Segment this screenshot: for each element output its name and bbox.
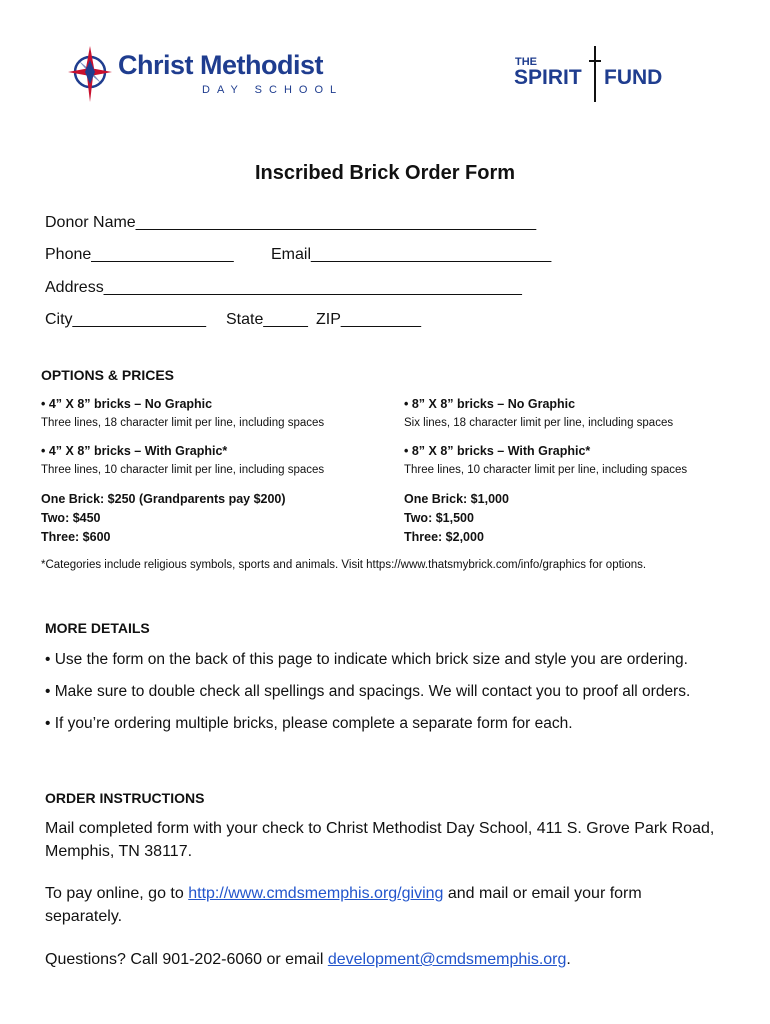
fund-fund-text: FUND [604, 66, 663, 89]
donor-name-field[interactable]: Donor Name_____________________________________________ [45, 214, 537, 231]
address-field[interactable]: Address_______________________________________________ [45, 279, 522, 296]
online-pay-suffix: and mail or email your form [443, 885, 642, 902]
detail-item: • Use the form on the back of this page to indicate which brick size and style you are ordering. [45, 651, 688, 668]
option-title: • 4” X 8” bricks – With Graphic* [41, 444, 228, 458]
price-line: One Brick: $250 (Grandparents pay $200) [41, 492, 286, 506]
mail-instructions-line1: Mail completed form with your check to Christ Methodist Day School, 411 S. Grove Park Road, [45, 820, 715, 837]
price-line: Three: $2,000 [404, 530, 484, 544]
email-field[interactable]: Email___________________________ [271, 246, 552, 263]
christ-methodist-logo [68, 44, 344, 106]
questions-suffix: . [566, 951, 571, 968]
instructions-heading: ORDER INSTRUCTIONS [45, 790, 205, 806]
page-title: Inscribed Brick Order Form [254, 162, 516, 184]
cross-icon [588, 46, 602, 102]
school-name: Christ Methodist [118, 50, 323, 80]
details-heading: MORE DETAILS [45, 620, 150, 636]
price-line: Two: $1,500 [404, 511, 474, 525]
fund-the-text: THE [515, 56, 537, 68]
city-field[interactable]: City_______________ [45, 311, 207, 328]
price-line: Two: $450 [41, 511, 101, 525]
email-link[interactable]: development@cmdsmemphis.org [327, 951, 567, 968]
option-desc: Three lines, 10 character limit per line, including spaces [41, 464, 325, 476]
detail-item: • Make sure to double check all spellings and spacings. We will contact you to proof all orders. [45, 683, 691, 700]
detail-item: • If you’re ordering multiple bricks, please complete a separate form for each. [45, 715, 573, 732]
state-field[interactable]: State_____ [226, 311, 308, 328]
option-title: • 8” X 8” bricks – With Graphic* [404, 444, 591, 458]
questions-prefix: Questions? Call 901-202-6060 or email [45, 951, 328, 968]
graphics-footnote: *Categories include religious symbols, sports and animals. Visit https://www.thatsmybrick.com/info/graphics for options. [41, 559, 647, 571]
phone-field[interactable]: Phone________________ [45, 246, 234, 263]
price-line: Three: $600 [41, 530, 111, 544]
spirit-fund-logo [510, 44, 675, 104]
questions-line [45, 951, 571, 969]
zip-field[interactable]: ZIP_________ [316, 311, 421, 328]
option-desc: Three lines, 10 character limit per line, including spaces [404, 464, 688, 476]
mail-instructions-line2: Memphis, TN 38117. [45, 843, 193, 860]
online-pay-line [45, 885, 642, 903]
school-subtitle: DAY SCHOOL [202, 84, 344, 96]
price-line: One Brick: $1,000 [404, 492, 509, 506]
option-desc: Six lines, 18 character limit per line, including spaces [404, 417, 674, 429]
option-desc: Three lines, 18 character limit per line, including spaces [41, 417, 325, 429]
online-pay-prefix: To pay online, go to [45, 885, 189, 902]
giving-link[interactable]: http://www.cmdsmemphis.org/giving [188, 885, 444, 902]
option-title: • 4” X 8” bricks – No Graphic [41, 397, 213, 411]
online-pay-line2: separately. [45, 908, 123, 925]
options-heading: OPTIONS & PRICES [41, 367, 175, 383]
option-title: • 8” X 8” bricks – No Graphic [404, 397, 576, 411]
fund-spirit-text: SPIRIT [514, 66, 582, 89]
